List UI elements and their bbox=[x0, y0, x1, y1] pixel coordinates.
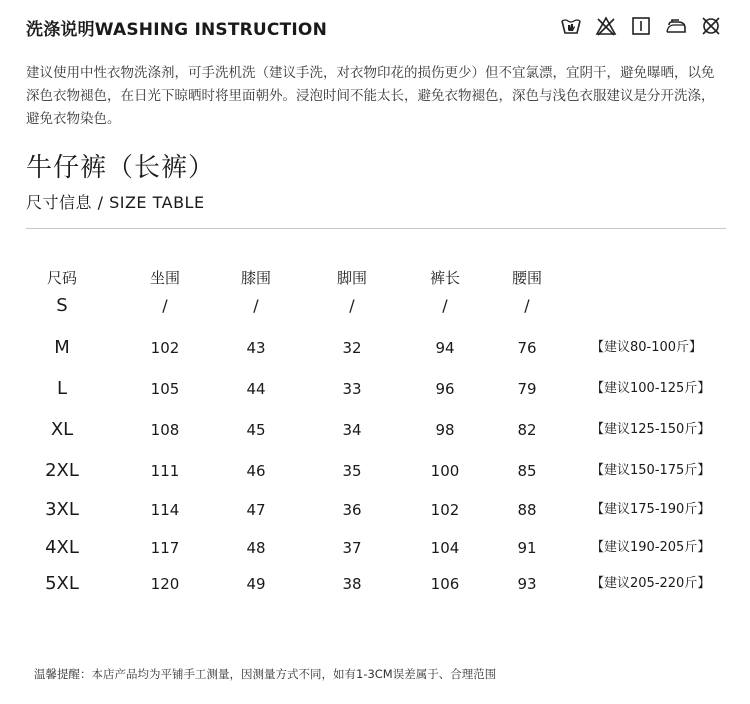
wash-icon-row bbox=[560, 16, 722, 36]
size-label: XL bbox=[50, 419, 74, 440]
cell-leg-opening: / bbox=[349, 296, 355, 315]
table-row bbox=[0, 566, 750, 602]
no-dry-clean-icon bbox=[700, 16, 722, 36]
cell-waist: 88 bbox=[517, 501, 537, 519]
size-table-subtitle: 尺寸信息 / SIZE TABLE bbox=[26, 193, 205, 212]
cell-knee: 43 bbox=[246, 339, 266, 357]
header-waist: 腰围 bbox=[511, 269, 543, 287]
table-row bbox=[0, 371, 750, 407]
cell-leg-opening: 36 bbox=[342, 501, 362, 519]
cell-knee: 45 bbox=[246, 421, 266, 439]
divider bbox=[26, 228, 726, 229]
cell-knee: 47 bbox=[246, 501, 266, 519]
cell-waist: 85 bbox=[517, 462, 537, 480]
weight-recommendation: 【建议150-175斤】 bbox=[591, 463, 711, 478]
header-length: 裤长 bbox=[429, 269, 461, 287]
header-knee: 膝围 bbox=[240, 269, 272, 287]
cell-hip: 105 bbox=[150, 380, 180, 398]
cell-knee: 44 bbox=[246, 380, 266, 398]
weight-recommendation: 【建议100-125斤】 bbox=[591, 381, 711, 396]
table-row bbox=[0, 330, 750, 366]
cell-hip: 102 bbox=[150, 339, 180, 357]
cell-waist: 76 bbox=[517, 339, 537, 357]
cell-length: 100 bbox=[430, 462, 460, 480]
cell-hip: / bbox=[162, 296, 168, 315]
cell-knee: 48 bbox=[246, 539, 266, 557]
cell-length: / bbox=[442, 296, 448, 315]
cell-waist: 82 bbox=[517, 421, 537, 439]
cell-waist: / bbox=[524, 296, 530, 315]
cell-length: 94 bbox=[435, 339, 455, 357]
size-label: L bbox=[56, 378, 68, 399]
weight-recommendation: 【建议125-150斤】 bbox=[591, 422, 711, 437]
size-label: S bbox=[56, 295, 68, 316]
weight-recommendation: 【建议190-205斤】 bbox=[591, 540, 711, 555]
cell-hip: 114 bbox=[150, 501, 180, 519]
cell-leg-opening: 35 bbox=[342, 462, 362, 480]
cell-waist: 91 bbox=[517, 539, 537, 557]
table-row bbox=[0, 412, 750, 448]
table-row bbox=[0, 288, 750, 324]
table-row bbox=[0, 530, 750, 566]
cell-hip: 120 bbox=[150, 575, 180, 593]
cell-length: 104 bbox=[430, 539, 460, 557]
size-label: 4XL bbox=[45, 537, 79, 558]
product-title: 牛仔裤（长裤） bbox=[26, 153, 216, 183]
weight-recommendation: 【建议80-100斤】 bbox=[591, 340, 703, 355]
wash-instruction-title: 洗涤说明WASHING INSTRUCTION bbox=[26, 20, 328, 40]
cell-knee: / bbox=[253, 296, 259, 315]
size-label: 2XL bbox=[45, 460, 79, 481]
size-label: 5XL bbox=[45, 573, 79, 594]
no-bleach-icon bbox=[595, 16, 617, 36]
cell-knee: 46 bbox=[246, 462, 266, 480]
cell-leg-opening: 33 bbox=[342, 380, 362, 398]
cell-knee: 49 bbox=[246, 575, 266, 593]
hand-wash-icon bbox=[560, 16, 582, 36]
header-size: 尺码 bbox=[46, 269, 78, 287]
cell-hip: 111 bbox=[150, 462, 180, 480]
header-leg-opening: 脚围 bbox=[336, 269, 368, 287]
cell-length: 102 bbox=[430, 501, 460, 519]
size-label: M bbox=[54, 337, 70, 358]
footer-note: 温馨提醒：本店产品均为平铺手工测量，因测量方式不同，如有1-3CM误差属于、合理范围 bbox=[34, 667, 497, 681]
cell-length: 106 bbox=[430, 575, 460, 593]
tumble-dry-icon bbox=[630, 16, 652, 36]
cell-waist: 79 bbox=[517, 380, 537, 398]
cell-leg-opening: 32 bbox=[342, 339, 362, 357]
cell-leg-opening: 34 bbox=[342, 421, 362, 439]
cell-length: 98 bbox=[435, 421, 455, 439]
header-hip: 坐围 bbox=[149, 269, 181, 287]
weight-recommendation: 【建议175-190斤】 bbox=[591, 502, 711, 517]
cell-leg-opening: 37 bbox=[342, 539, 362, 557]
washing-instruction-text: 建议使用中性衣物洗涤剂，可手洗机洗（建议手洗，对衣物印花的损伤更少）但不宜氯漂，宜阴干，避免曝晒，以免深色衣物褪色，在日光下晾晒时将里面朝外。浸泡时间不能太长，避免衣物褪色，深色与浅色衣服建议是分开洗涤，避免衣物染色。 bbox=[26, 65, 715, 127]
size-label: 3XL bbox=[45, 499, 79, 520]
cell-hip: 108 bbox=[150, 421, 180, 439]
cell-hip: 117 bbox=[150, 539, 180, 557]
cell-waist: 93 bbox=[517, 575, 537, 593]
cell-length: 96 bbox=[435, 380, 455, 398]
table-row bbox=[0, 492, 750, 528]
iron-icon bbox=[665, 16, 687, 36]
weight-recommendation: 【建议205-220斤】 bbox=[591, 576, 711, 591]
table-row bbox=[0, 453, 750, 489]
cell-leg-opening: 38 bbox=[342, 575, 362, 593]
